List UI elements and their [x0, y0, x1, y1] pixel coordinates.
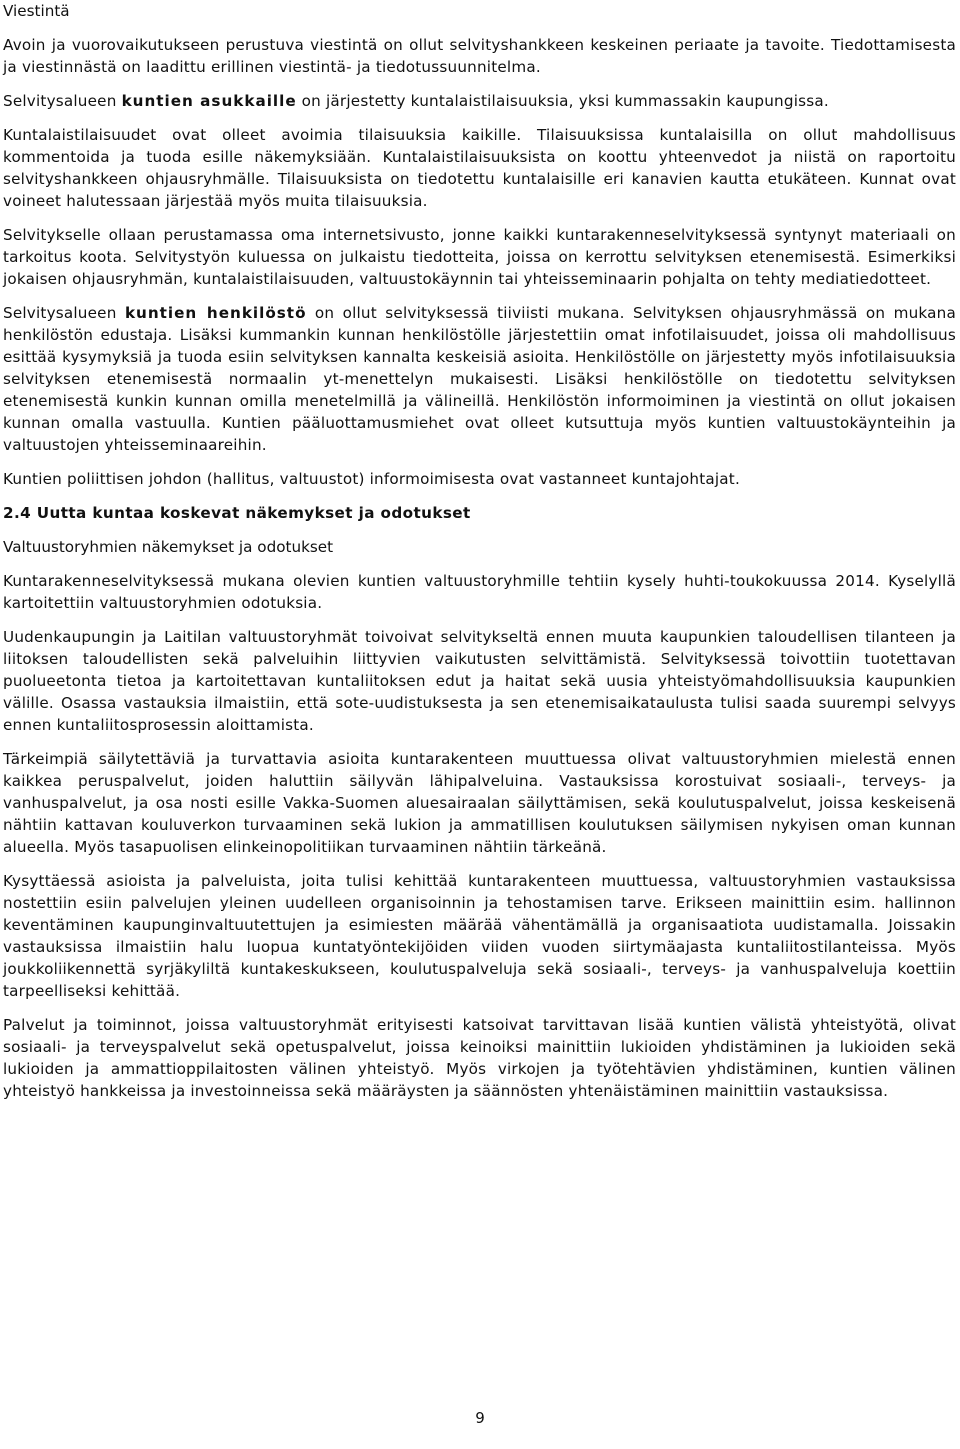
- page-number: 9: [475, 1409, 485, 1427]
- paragraph-political-leadership: Kuntien poliittisen johdon (hallitus, valtuustot) informoimisesta ovat vastanneet kuntajohtajat.: [3, 470, 740, 488]
- text-span: Selvitysalueen: [3, 304, 125, 322]
- paragraph-cooperation: Palvelut ja toiminnot, joissa valtuustoryhmät erityisesti katsoivat tarvittavan lisää kuntien välistä yhteistyötä, olivat sosiaali- ja terveyspalvelut sekä opetuspalvelut, joissa keinoiksi mainittiin lukioiden yhdistäminen ja lukioiden sekä lukioiden ja ammattioppilaitosten välinen yhteistyö. Myös virkojen ja työtehtävien yhdistäminen, kuntien välinen yhteistyö hankkeissa ja investoinneissa sekä määräysten ja säännösten yhtenäistäminen mainittiin vastauksissa.: [3, 1016, 956, 1100]
- paragraph-preserved-services: Tärkeimpiä säilytettäviä ja turvattavia asioita kuntarakenteen muuttuessa olivat valtuustoryhmien mielestä ennen kaikkea peruspalvelut, joiden haluttiin säilyvän lähipalveluina. Vastauksissa korostuivat sosiaali-, terveys- ja vanhuspalvelut, ja osa nosti esille Vakka-Suomen aluesairaalan säilyttämisen, sekä koulutuspalvelut, joissa keskeisenä nähtiin kattavan kouluverkon turvaaminen sekä lukion ja ammatillisen koulutuksen säilymisen nykyisen oman kunnan alueella. Myös tasapuolisen elinkeinopolitiikan turvaaminen nähtiin tärkeänä.: [3, 750, 956, 856]
- paragraph-website-press: Selvitykselle ollaan perustamassa oma internetsivusto, jonne kaikki kuntarakenneselvityksessä syntynyt materiaali on tarkoitus koota. Selvitystyön kuluessa on julkaistu tiedotteita, joissa on kerrottu selvityksen etenemisestä. Esimerkiksi jokaisen ohjausryhmän, kuntalaistilaisuuden, valtuustokäynnin tai yhteisseminaarin pohjalta on tehty mediatiedotteet.: [3, 226, 956, 288]
- paragraph-communication-principle: Avoin ja vuorovaikutukseen perustuva viestintä on ollut selvityshankkeen keskeinen periaate ja tavoite. Tiedottamisesta ja viestinnästä on laadittu erillinen viestintä- ja tiedotussuunnitelma.: [3, 36, 956, 76]
- paragraph-staff: [3, 302, 956, 456]
- text-span: on ollut selvityksessä tiiviisti mukana. Selvityksen ohjausryhmässä on mukana henkilöstön edustaja. Lisäksi kummankin kunnan henkilöstölle järjestettiin omat infotilaisuudet, joissa oli mahdollisuus esittää kysymyksiä ja tuoda esiin selvityksen kannalta keskeisiä asioita. Henkilöstölle on järjestetty myös infotilaisuuksia selvityksen etenemisestä normaalin yt-menettelyn mukaisesti. Lisäksi henkilöstölle on tiedotettu selvityksen etenemisestä kunkin kunnan omilla menetelmillä ja välineillä. Henkilöstön informoiminen ja viestintä on ollut jokaisen kunnan omalla vastuulla. Kuntien pääluottamusmiehet ovat olleet kutsuttuja myös kuntien valtuustokäynteihin ja valtuustojen yhteisseminaareihin.: [3, 304, 956, 454]
- document-page: [3, 0, 956, 1102]
- paragraph-resident-events: [3, 90, 956, 112]
- bold-staff: kuntien henkilöstö: [124, 304, 307, 322]
- paragraph-development-needs: Kysyttäessä asioista ja palveluista, joita tulisi kehittää kuntarakenteen muuttuessa, valtuustoryhmien vastauksissa nostettiin esiin palvelujen yleinen uudelleen organisoinnin ja tehostamisen tarve. Erikseen mainittiin esim. hallinnon keventäminen kaupunginvaltuutettujen ja esimiesten määrää vähentämällä ja organisaatiota uudistamalla. Joissakin vastauksissa ilmaistiin halu luopua kuntatyöntekijöiden viiden vuoden siirtymäajasta kuntaliitostilanteissa. Myös joukkoliikennettä syrjäkyliltä kuntakeskukseen, koulutuspalveluja sekä sosiaali-, terveys- ja vanhuspalveluja koettiin tarpeelliseksi kehittää.: [3, 872, 956, 1000]
- paragraph-expectations: Uudenkaupungin ja Laitilan valtuustoryhmät toivoivat selvitykseltä ennen muuta kaupunkien taloudellisen tilanteen ja liitoksen taloudellisten sekä palveluihin liittyvien vaikutusten selvittämistä. Selvityksessä toivottiin tuotettavan puolueetonta tietoa ja kartoitettavan kuntaliitoksen edut ja haitat sekä uusia yhteistyömahdollisuuksia kaupunkien välille. Osassa vastauksia ilmaistiin, että sote-uudistuksesta ja sen etenemisaikataulusta tulisi saada suurempi selvyys ennen kuntaliitosprosessin aloittamista.: [3, 628, 956, 734]
- section-title: Viestintä: [3, 2, 70, 20]
- subheading-council-groups: Valtuustoryhmien näkemykset ja odotukset: [3, 538, 334, 556]
- bold-residents: kuntien asukkaille: [121, 92, 297, 110]
- heading-2-4: 2.4 Uutta kuntaa koskevat näkemykset ja odotukset: [3, 504, 471, 522]
- text-span: on järjestetty kuntalaistilaisuuksia, yksi kummassakin kaupungissa.: [296, 92, 829, 110]
- text-span: Selvitysalueen: [3, 92, 122, 110]
- paragraph-resident-events-details: Kuntalaistilaisuudet ovat olleet avoimia tilaisuuksia kaikille. Tilaisuuksissa kuntalaisilla on ollut mahdollisuus kommentoida ja tuoda esille näkemyksiään. Kuntalaistilaisuuksista on koottu yhteenvedot ja niistä on raportoitu selvityshankkeen ohjausryhmälle. Tilaisuuksista on tiedotettu kuntalaisille eri kanavien kautta etukäteen. Kunnat ovat voineet halutessaan järjestää myös muita tilaisuuksia.: [3, 126, 956, 210]
- paragraph-survey: Kuntarakenneselvityksessä mukana olevien kuntien valtuustoryhmille tehtiin kysely huhti-toukokuussa 2014. Kyselyllä kartoitettiin valtuustoryhmien odotuksia.: [3, 572, 956, 612]
